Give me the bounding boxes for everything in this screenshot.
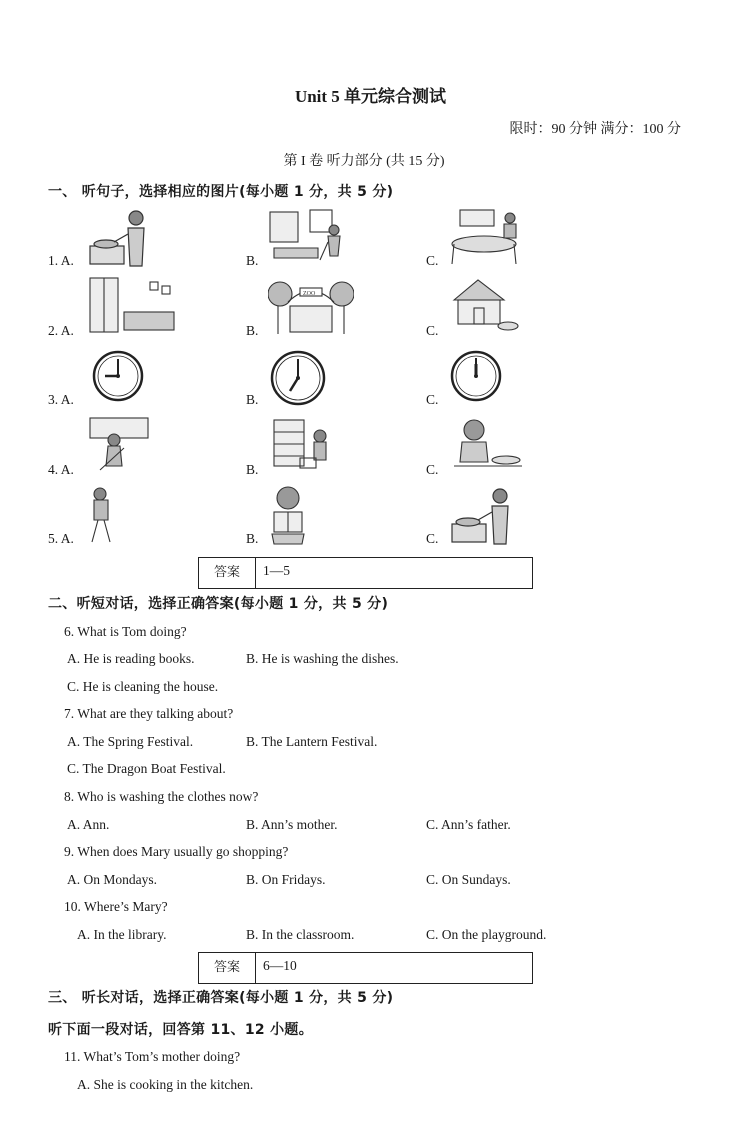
- page-title: Unit 5 单元综合测试: [294, 87, 447, 106]
- q8-question: 8. Who is washing the clothes now?: [64, 789, 259, 804]
- part-title: 第 I 卷 听力部分 (共 15 分): [283, 154, 445, 169]
- q8-option-a: A. Ann.: [67, 817, 110, 832]
- q2-label: 2. A.: [48, 323, 74, 338]
- house-picture: [448, 276, 520, 334]
- q10-option-c: C. On the playground.: [426, 927, 547, 942]
- q4-label: 4. A.: [48, 462, 74, 477]
- clock-8-icon: [270, 350, 326, 406]
- woman-cooking-picture: [88, 208, 150, 268]
- q8-option-b: B. Ann’s mother.: [246, 817, 338, 832]
- q7-question: 7. What are they talking about?: [64, 706, 234, 721]
- q4-b-label: B.: [246, 462, 259, 477]
- q9-question: 9. When does Mary usually go shopping?: [64, 844, 289, 859]
- clock-12-icon: [450, 350, 502, 402]
- svg-text:ZOO: ZOO: [303, 291, 316, 297]
- q6-option-a: A. He is reading books.: [67, 651, 195, 666]
- q7-option-b: B. The Lantern Festival.: [246, 734, 378, 749]
- q1-b-label: B.: [246, 253, 259, 268]
- q9-option-a: A. On Mondays.: [67, 872, 157, 887]
- q5-c-label: C.: [426, 531, 439, 546]
- answer-box-6-10: [198, 952, 533, 984]
- bedroom-picture: [88, 276, 178, 336]
- q2-c-label: C.: [426, 323, 439, 338]
- q9-option-b: B. On Fridays.: [246, 872, 326, 887]
- q10-option-a: A. In the library.: [77, 927, 167, 942]
- q2-b-label: B.: [246, 323, 259, 338]
- q8-option-c: C. Ann’s father.: [426, 817, 511, 832]
- section3-instruction: 听下面一段对话，回答第 11、12 小题。: [48, 1022, 314, 1038]
- boy-reading-picture: [268, 484, 308, 546]
- section2-heading: 二、听短对话，选择正确答案(每小题 1 分，共 5 分): [48, 596, 389, 612]
- section1-heading: 一、 听句子，选择相应的图片(每小题 1 分，共 5 分): [48, 184, 394, 200]
- clock-9-icon: [92, 350, 144, 402]
- section3-heading: 三、 听长对话，选择正确答案(每小题 1 分，共 5 分): [48, 990, 394, 1006]
- q10-option-b: B. In the classroom.: [246, 927, 355, 942]
- woman-setting-table-picture: [448, 208, 528, 266]
- q10-question: 10. Where’s Mary?: [64, 899, 168, 914]
- q1-label: 1. A.: [48, 253, 74, 268]
- q4-c-label: C.: [426, 462, 439, 477]
- girl-sweeping-picture: [88, 416, 152, 474]
- woman-with-plate-picture: [452, 416, 524, 474]
- answer-label: 答案: [199, 558, 256, 588]
- zoo-gate-picture: [268, 276, 354, 336]
- q11-question: 11. What’s Tom’s mother doing?: [64, 1049, 241, 1064]
- q1-c-label: C.: [426, 253, 439, 268]
- q3-c-label: C.: [426, 392, 439, 407]
- answer-range: 6—10: [263, 958, 297, 973]
- q5-label: 5. A.: [48, 531, 74, 546]
- q3-label: 3. A.: [48, 392, 74, 407]
- answer-box-1-5: [198, 557, 533, 589]
- q7-option-c: C. The Dragon Boat Festival.: [67, 761, 226, 776]
- q5-b-label: B.: [246, 531, 259, 546]
- q6-option-b: B. He is washing the dishes.: [246, 651, 399, 666]
- q3-b-label: B.: [246, 392, 259, 407]
- girl-shopping-picture: [272, 418, 334, 474]
- woman-cooking-picture-2: [450, 486, 514, 546]
- answer-range: 1—5: [263, 563, 290, 578]
- girl-cleaning-room-picture: [268, 208, 348, 264]
- q7-option-a: A. The Spring Festival.: [67, 734, 194, 749]
- boy-walking-picture: [86, 486, 116, 546]
- answer-label: 答案: [199, 953, 256, 983]
- q9-option-c: C. On Sundays.: [426, 872, 511, 887]
- time-limit: 限时：90 分钟 满分：100 分: [509, 122, 681, 137]
- q6-option-c: C. He is cleaning the house.: [67, 679, 219, 694]
- q6-question: 6. What is Tom doing?: [64, 624, 187, 639]
- q11-option-a: A. She is cooking in the kitchen.: [77, 1077, 254, 1092]
